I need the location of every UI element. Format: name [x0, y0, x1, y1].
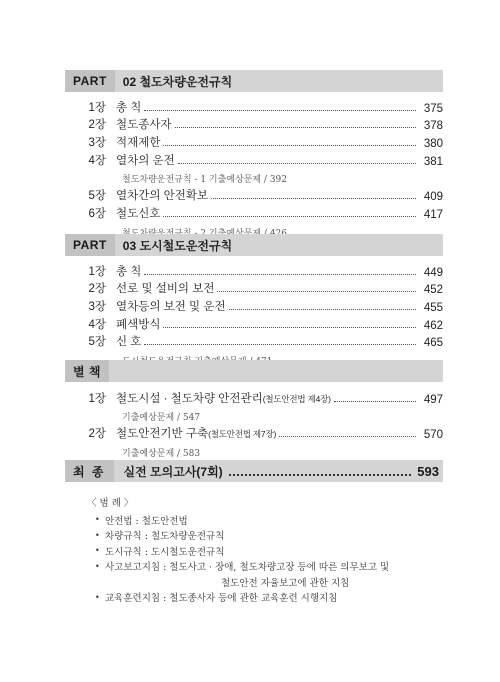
chapter-title: 신 호	[116, 336, 142, 349]
page-number: 375	[423, 102, 443, 115]
exercise-reference[interactable]: 기출예상문제 / 547	[122, 413, 201, 424]
chapter-note: (철도안전법 제4장)	[262, 393, 331, 404]
chapter-title: 총 칙	[116, 265, 142, 278]
chapter-number: 1장	[88, 392, 106, 405]
chapter-title: 열차간의 안전확보	[116, 190, 209, 203]
dot-leader	[163, 145, 416, 146]
legend-text: 도시규칙 : 도시철도운전규칙	[105, 546, 225, 558]
page-number: 455	[423, 302, 443, 315]
legend-text: 교육훈련지침 : 철도종사자 등에 관한 교육훈련 시행지침	[105, 593, 338, 605]
chapter-title: 열차등의 보전 및 운전	[116, 301, 226, 314]
toc-entry[interactable]	[65, 185, 443, 203]
chapter-number: 3장	[88, 301, 106, 314]
chapter-number: 2장	[88, 283, 106, 296]
exercise-reference[interactable]: 기출예상문제 / 583	[122, 448, 201, 459]
chapter-number: 6장	[88, 207, 106, 220]
part-03-section	[65, 234, 443, 367]
dot-leader	[229, 474, 412, 476]
dot-leader	[144, 110, 416, 111]
exercise-reference[interactable]: 철도차량운전규칙 - 1 기출예상문제 / 392	[122, 175, 287, 186]
bullet-icon: •	[95, 515, 100, 525]
part-02-title: 02 철도차량운전규칙	[122, 74, 233, 89]
chapter-title: 철도신호	[116, 207, 161, 220]
legend-title: 〈 범 례 〉	[87, 498, 134, 509]
dot-leader	[211, 198, 416, 199]
chapter-title-wrap	[106, 425, 276, 441]
chapter-title: 선로 및 설비의 보전	[116, 283, 215, 296]
appendix-header	[65, 360, 443, 382]
toc-entry[interactable]	[65, 296, 443, 314]
chapter-number: 1장	[88, 265, 106, 278]
legend-text: 사고보고지침 : 철도사고 · 장애, 철도차량고장 등에 따른 의무보고 및	[105, 562, 390, 574]
toc-entry[interactable]	[65, 132, 443, 150]
chapter-title: 폐색방식	[116, 318, 161, 331]
chapter-number: 4장	[88, 154, 106, 167]
legend-item	[95, 559, 455, 575]
chapter-title: 총 칙	[116, 101, 142, 114]
chapter-number: 3장	[88, 137, 106, 150]
toc-entry[interactable]	[65, 423, 443, 441]
legend-text: 안전법 : 철도안전법	[105, 515, 188, 527]
legend	[87, 495, 455, 605]
final-title: 실전 모의고사(7회)	[123, 464, 223, 479]
chapter-title: 철도시설 · 철도차량 안전관리	[116, 392, 263, 405]
page-number: 449	[423, 266, 443, 279]
dot-leader	[163, 327, 416, 328]
part-03-tag: PART	[65, 234, 115, 256]
appendix-tag: 별 책	[65, 360, 109, 382]
chapter-number: 2장	[88, 428, 106, 441]
page-number: 593	[417, 463, 439, 479]
dot-leader	[163, 216, 416, 217]
dot-leader	[279, 436, 416, 437]
bullet-icon: •	[95, 546, 100, 556]
toc-entry[interactable]	[65, 314, 443, 332]
part-02-header	[65, 70, 443, 92]
chapter-number: 4장	[88, 318, 106, 331]
page-number: 452	[423, 284, 443, 297]
page-number: 465	[423, 337, 443, 350]
toc-entry[interactable]	[65, 261, 443, 279]
legend-item	[95, 512, 455, 528]
page-number: 462	[423, 319, 443, 332]
part-02-tag: PART	[65, 70, 115, 92]
toc-entry[interactable]	[65, 388, 443, 406]
chapter-title-wrap	[106, 390, 331, 406]
part-03-header	[65, 234, 443, 256]
toc-entry[interactable]	[65, 97, 443, 115]
legend-item	[95, 590, 455, 606]
page-number: 497	[423, 393, 443, 406]
page-number: 417	[423, 208, 443, 221]
bullet-icon: •	[95, 530, 100, 540]
toc-entry[interactable]	[65, 115, 443, 133]
toc-entry[interactable]	[65, 203, 443, 221]
page-number: 378	[423, 120, 443, 133]
toc-entry[interactable]	[65, 150, 443, 168]
legend-continuation: 철도안전 자율보고에 관한 지침	[221, 577, 350, 589]
chapter-number: 2장	[88, 119, 106, 132]
bullet-icon: •	[95, 592, 100, 602]
chapter-title: 적재제한	[116, 137, 161, 150]
page-number: 570	[423, 429, 443, 442]
chapter-number: 5장	[88, 336, 106, 349]
dot-leader	[217, 291, 416, 292]
chapter-title: 열차의 운전	[116, 154, 175, 167]
page-number: 380	[423, 138, 443, 151]
toc-entry[interactable]	[65, 332, 443, 350]
legend-text: 차량규칙 : 철도차량운전규칙	[105, 531, 225, 543]
dot-leader	[334, 401, 416, 402]
appendix-section	[65, 360, 443, 459]
legend-item	[95, 528, 455, 544]
chapter-number: 5장	[88, 190, 106, 203]
chapter-title: 철도종사자	[116, 119, 172, 132]
final-exam-entry[interactable]	[65, 460, 443, 482]
dot-leader	[229, 309, 416, 310]
page-number: 409	[423, 191, 443, 204]
chapter-note: (철도안전법 제7장)	[208, 429, 277, 440]
chapter-title: 철도안전기반 구축	[116, 428, 209, 441]
legend-item	[95, 543, 455, 559]
page-number: 381	[423, 155, 443, 168]
dot-leader	[144, 274, 416, 275]
dot-leader	[178, 163, 416, 164]
dot-leader	[175, 127, 416, 128]
dot-leader	[144, 344, 416, 345]
part-03-title: 03 도시철도운전규칙	[122, 238, 233, 253]
final-tag: 최 종	[65, 460, 114, 482]
bullet-icon: •	[95, 561, 100, 571]
toc-entry[interactable]	[65, 279, 443, 297]
part-02-section	[65, 70, 443, 239]
chapter-number: 1장	[88, 101, 106, 114]
